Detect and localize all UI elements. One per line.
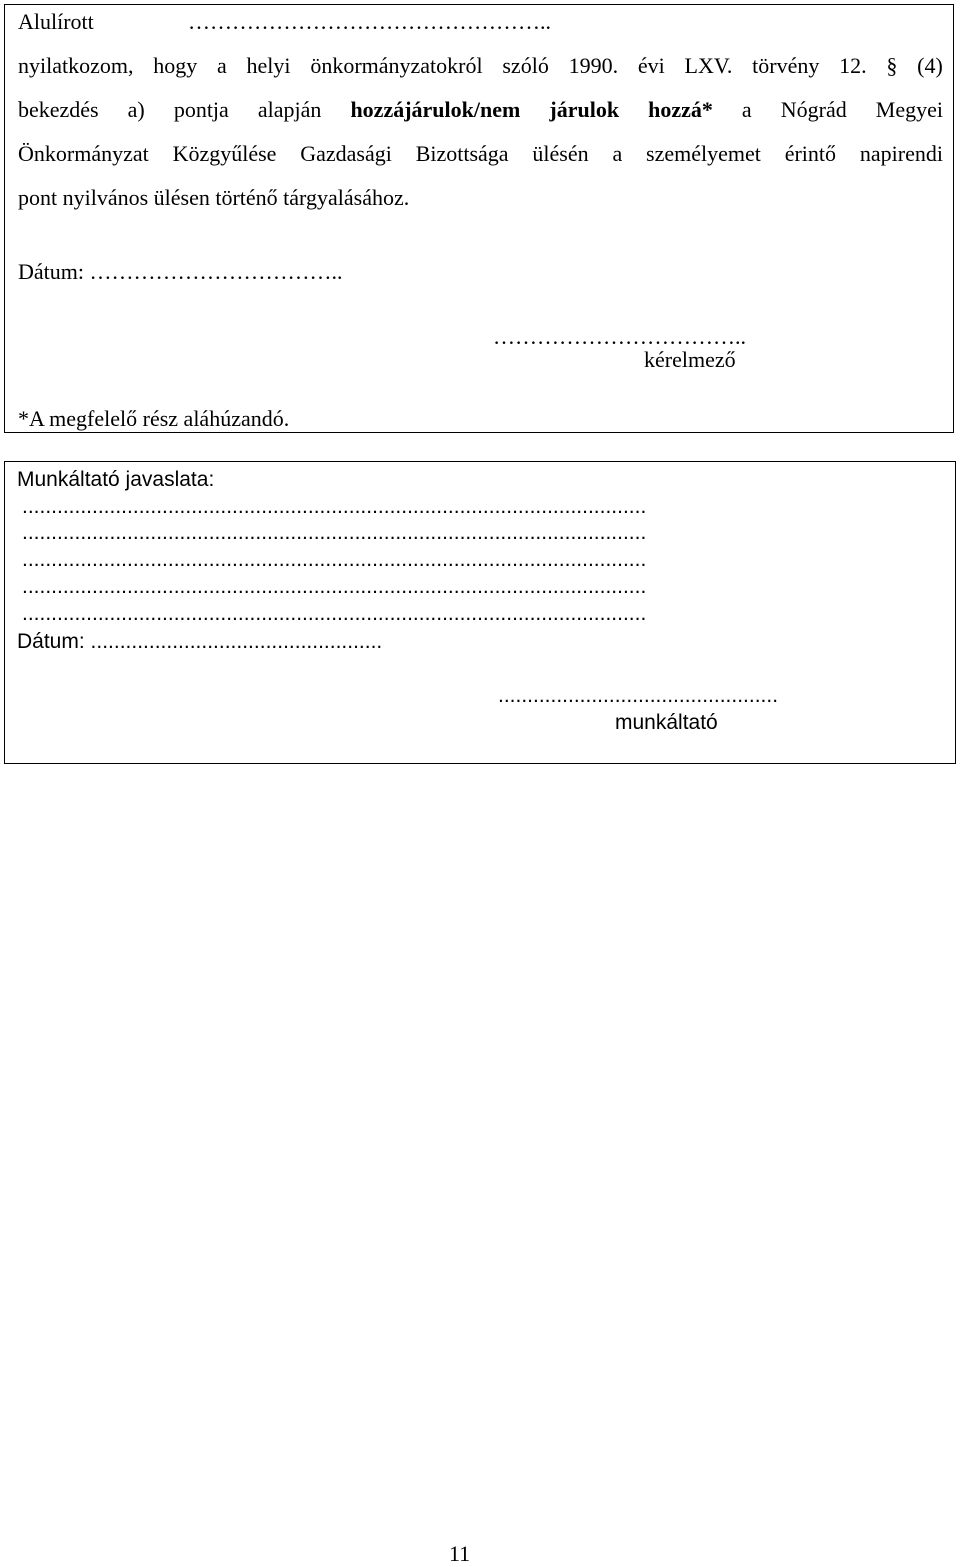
employer-date-label: Dátum:	[17, 630, 91, 653]
footnote: *A megfelelő rész aláhúzandó.	[18, 406, 290, 431]
applicant-signature-line: ……………………………..	[493, 324, 746, 349]
word: Bizottsága	[415, 141, 509, 166]
word: érintő	[784, 141, 837, 166]
word: ülésén	[532, 141, 589, 166]
word: a	[612, 141, 623, 166]
word: önkormányzatokról	[310, 53, 483, 78]
employer-title: Munkáltató javaslata:	[17, 468, 215, 491]
word: hogy	[153, 53, 198, 78]
word: nyilatkozom,	[18, 53, 134, 78]
word: Nógrád	[780, 97, 847, 122]
page-number: 11	[449, 1541, 471, 1566]
word: (4)	[917, 53, 943, 78]
word: pontja	[173, 97, 229, 122]
declaration-line-5: pont nyilvános ülésen történő tárgyalásához.	[18, 185, 410, 210]
employer-date	[17, 629, 382, 654]
employer-dotted-line: ...........................................................................................................	[22, 521, 647, 544]
word: hozzá*	[648, 97, 713, 122]
date-label: Dátum:	[18, 259, 84, 284]
word: szóló	[502, 53, 549, 78]
employer-dotted-line: ...........................................................................................................	[22, 575, 647, 598]
word: a	[741, 97, 752, 122]
declaration-line-2	[18, 53, 943, 79]
word: hozzájárulok/nem	[350, 97, 521, 122]
word: személyemet	[646, 141, 761, 166]
applicant-signature-label: kérelmező	[644, 347, 736, 372]
word: Megyei	[875, 97, 943, 122]
date-fill: ……………………………..	[89, 259, 343, 284]
word: a	[217, 53, 227, 78]
employer-dotted-line: ...........................................................................................................	[22, 548, 647, 571]
employer-dotted-line: ...........................................................................................................	[22, 495, 647, 518]
word: 1990.	[568, 53, 619, 78]
alulirott-label: Alulírott	[18, 9, 94, 34]
word: helyi	[246, 53, 291, 78]
word: járulok	[549, 97, 620, 122]
word: évi	[637, 53, 665, 78]
word: napirendi	[859, 141, 943, 166]
word: Gazdasági	[300, 141, 392, 166]
word: a)	[127, 97, 145, 122]
declaration-line-4	[18, 141, 943, 167]
applicant-date	[18, 259, 343, 285]
declaration-line-3	[18, 97, 943, 123]
employer-dotted-line: ...........................................................................................................	[22, 602, 647, 625]
word: Közgyűlése	[172, 141, 277, 166]
name-fill-dots: …………………………………………..	[188, 9, 551, 34]
declaration-line-1	[18, 9, 94, 35]
employer-signature-label: munkáltató	[615, 711, 718, 734]
employer-date-fill: ..................................................	[90, 630, 383, 653]
word: LXV.	[684, 53, 733, 78]
word: Önkormányzat	[18, 141, 149, 166]
employer-signature-line: ................................................	[498, 684, 779, 707]
word: 12.	[839, 53, 867, 78]
word: bekezdés	[18, 97, 99, 122]
word: alapján	[257, 97, 322, 122]
word: törvény	[752, 53, 820, 78]
word: §	[886, 53, 898, 78]
